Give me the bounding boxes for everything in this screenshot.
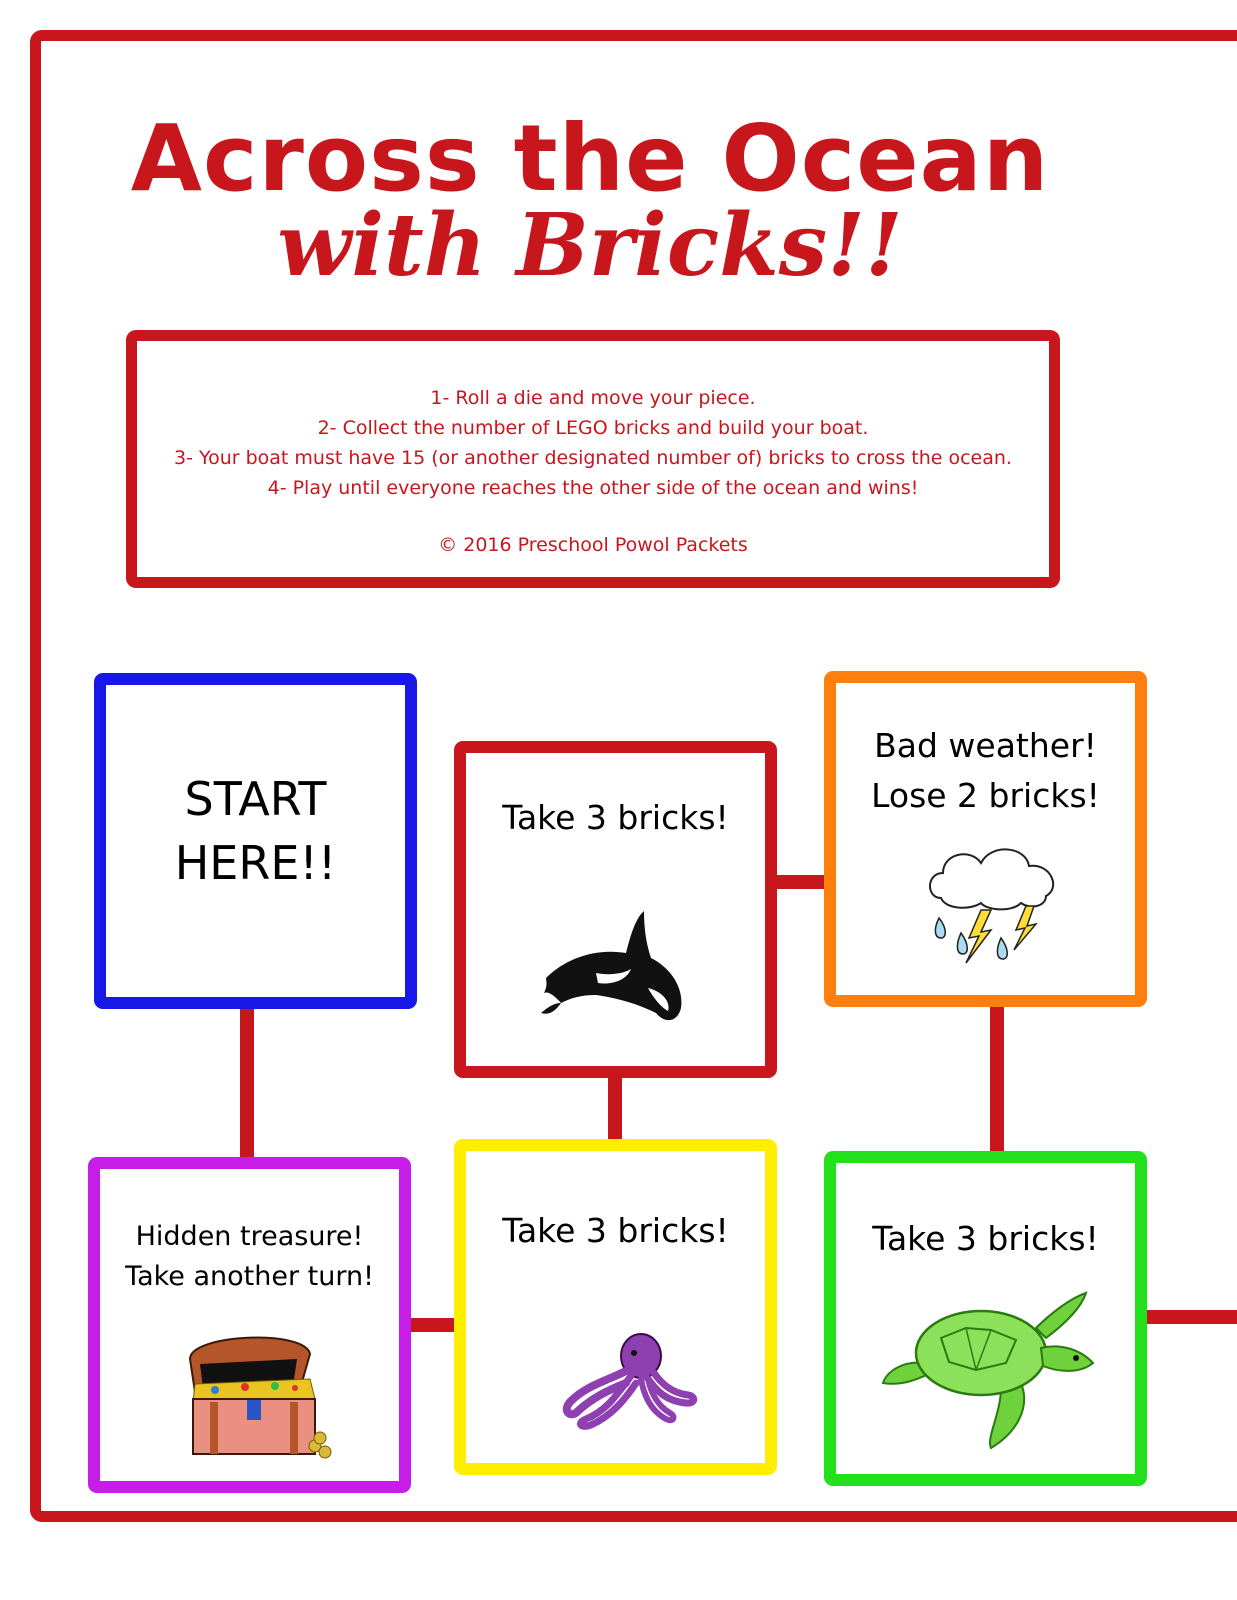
tile-turtle-text: Take 3 bricks!	[872, 1219, 1099, 1258]
path-turtle-exit	[1140, 1310, 1237, 1324]
rule-1: 1- Roll a die and move your piece.	[430, 387, 756, 409]
tile-octopus	[454, 1139, 777, 1475]
tile-weather-line1: Bad weather!	[874, 726, 1097, 765]
path-weather-to-turtle	[990, 998, 1004, 1158]
tile-orca	[454, 741, 777, 1078]
tile-octopus-text: Take 3 bricks!	[502, 1211, 729, 1250]
path-start-to-treasure	[240, 1000, 254, 1170]
tile-start-line1: START	[184, 772, 327, 826]
game-title: Across the Ocean	[130, 105, 1050, 212]
tile-treasure-line1: Hidden treasure!	[135, 1221, 364, 1252]
rule-2: 2- Collect the number of LEGO bricks and build your boat.	[317, 417, 869, 439]
tile-turtle	[824, 1151, 1147, 1486]
tile-treasure	[88, 1157, 411, 1493]
tile-orca-text: Take 3 bricks!	[502, 798, 729, 837]
game-subtitle: with Bricks!!	[277, 195, 903, 296]
tile-weather-line2: Lose 2 bricks!	[871, 776, 1100, 815]
rule-3: 3- Your boat must have 15 (or another designated number of) bricks to cross the ocean.	[174, 447, 1012, 469]
treasure-chest-icon	[175, 1324, 345, 1469]
copyright: © 2016 Preschool Powol Packets	[438, 534, 748, 556]
tile-start	[94, 673, 417, 1009]
octopus-icon	[546, 1331, 706, 1431]
tile-start-line2: HERE!!	[174, 836, 337, 890]
tile-weather	[824, 671, 1147, 1007]
sea-turtle-icon	[881, 1288, 1101, 1453]
tile-treasure-line2: Take another turn!	[125, 1261, 374, 1292]
orca-icon	[536, 903, 696, 1033]
path-orca-to-weather	[770, 875, 830, 889]
storm-cloud-icon	[921, 838, 1071, 978]
rule-4: 4- Play until everyone reaches the other side of the ocean and wins!	[267, 477, 919, 499]
rules-box	[126, 330, 1060, 588]
